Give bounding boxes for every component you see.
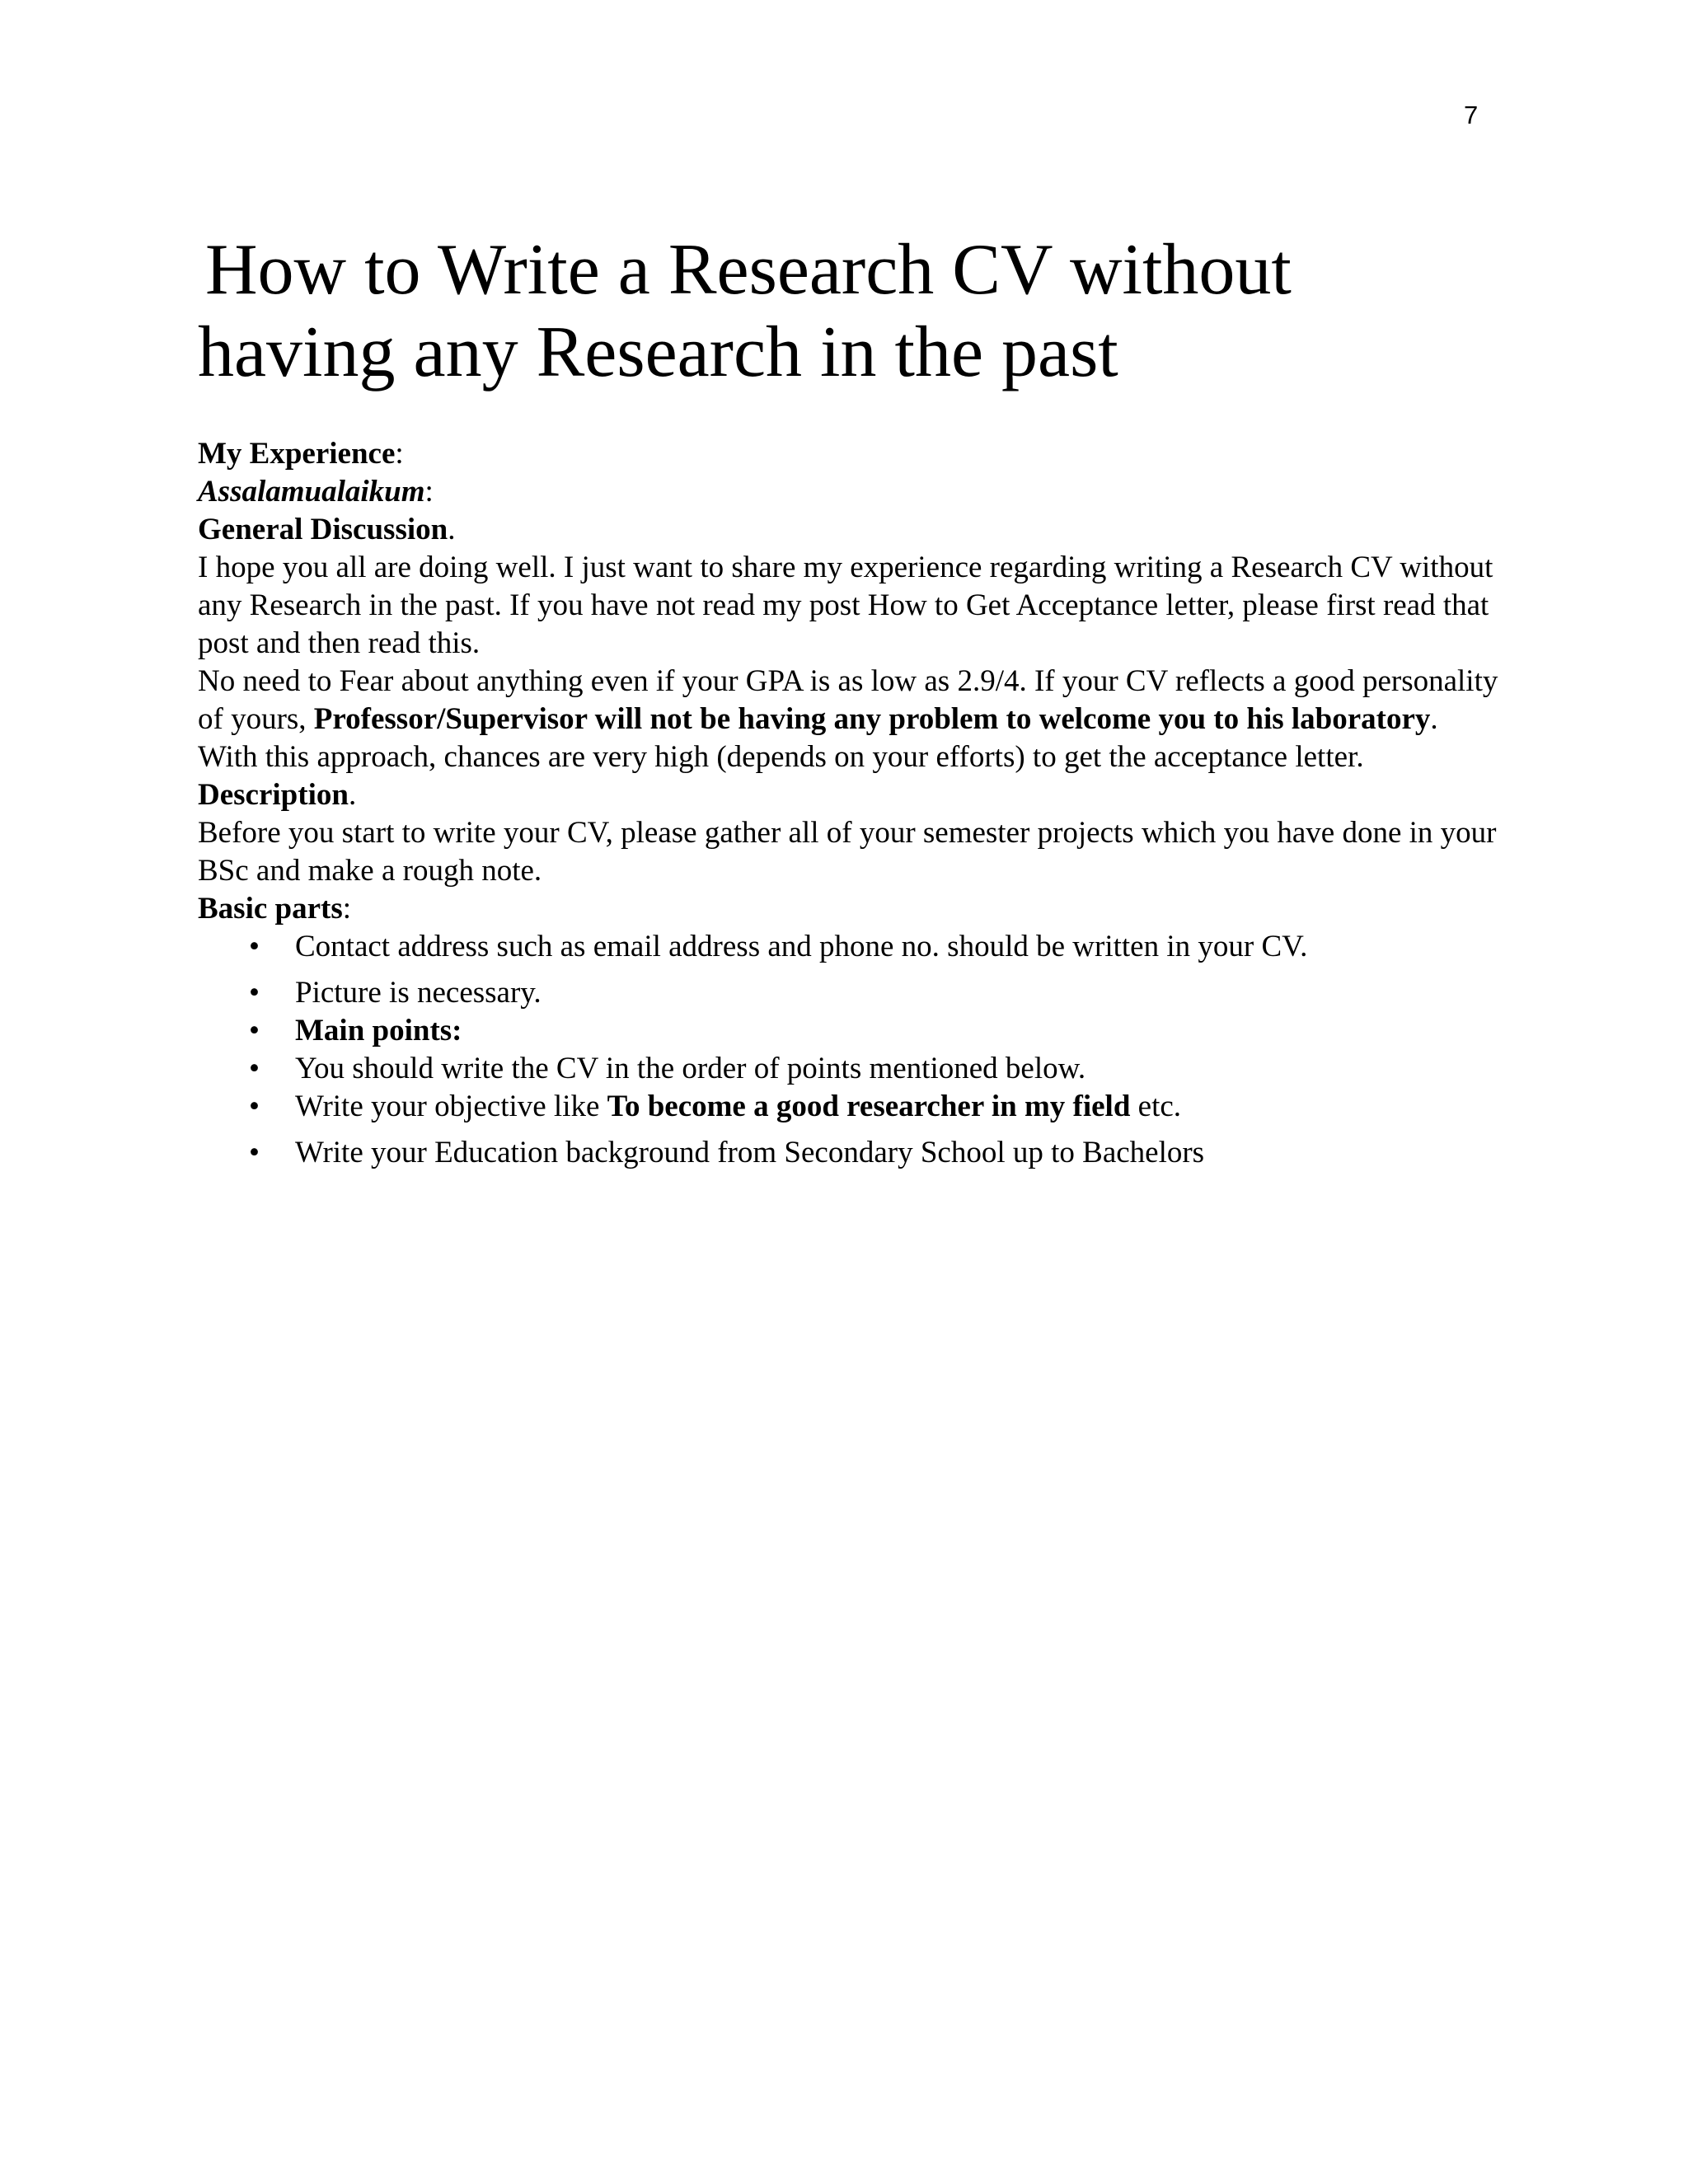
page-title-line-2: having any Research in the past xyxy=(198,312,1118,392)
my-experience-heading xyxy=(198,435,1500,473)
list-item-text: Contact address such as email address and phone no. should be written in your CV. xyxy=(295,930,1308,963)
bullet-icon: • xyxy=(249,1090,260,1123)
basic-parts-suffix: : xyxy=(342,892,352,926)
bullet-icon: • xyxy=(249,1136,260,1169)
my-experience-label: My Experience xyxy=(198,437,396,471)
list-item-text: Main points: xyxy=(295,1014,462,1047)
bullet-icon: • xyxy=(249,1052,260,1085)
list-item xyxy=(198,1012,1500,1050)
list-item xyxy=(198,1134,1500,1172)
list-item-text: Picture is necessary. xyxy=(295,976,542,1010)
general-discussion-label: General Discussion xyxy=(198,513,448,546)
description-label: Description xyxy=(198,778,349,812)
bullet-icon: • xyxy=(249,1014,260,1047)
my-experience-suffix: : xyxy=(395,437,404,471)
page-title xyxy=(198,229,1558,394)
page-title-line-1: How to Write a Research CV without xyxy=(205,230,1292,310)
paragraph-gpa-text: No need to Fear about anything even if your GPA is as low as 2.9/4. If your CV reflects a good personality of yours, xyxy=(198,664,1498,736)
paragraph-gather: Before you start to write your CV, please gather all of your semester projects which you have done in your BSc and make a rough note. xyxy=(198,816,1497,888)
basic-parts-label: Basic parts xyxy=(198,892,343,926)
bullet-icon: • xyxy=(249,930,260,963)
list-item-text: You should write the CV in the order of points mentioned below. xyxy=(295,1052,1086,1085)
description-heading xyxy=(198,776,1500,814)
list-item-emphasis: To become a good researcher in my field xyxy=(607,1090,1131,1123)
greeting-line xyxy=(198,473,1500,511)
paragraph-intro: I hope you all are doing well. I just want to share my experience regarding writing a Research CV without any Research in the past. If you have not read my post How to Get Acceptance letter, please first read that post and then read this. xyxy=(198,551,1493,660)
list-item-text: Write your objective like xyxy=(295,1090,607,1123)
general-discussion-heading xyxy=(198,511,1500,549)
list-item-end: etc. xyxy=(1130,1090,1182,1123)
bullet-icon: • xyxy=(249,976,260,1010)
paragraph-gpa xyxy=(198,663,1500,738)
list-item xyxy=(198,974,1500,1012)
greeting-suffix: : xyxy=(424,475,434,509)
list-item xyxy=(198,1088,1500,1126)
greeting-label: Assalamualaikum xyxy=(198,475,425,509)
paragraph-gpa-end: . xyxy=(1430,702,1438,736)
description-suffix: . xyxy=(348,778,357,812)
paragraph-approach: With this approach, chances are very high (depends on your efforts) to get the acceptance letter. xyxy=(198,740,1364,774)
paragraph-gpa-emphasis: Professor/Supervisor will not be having any problem to welcome you to his laboratory xyxy=(313,702,1431,736)
general-discussion-suffix: . xyxy=(448,513,456,546)
basic-parts-heading xyxy=(198,890,1500,928)
bullet-list xyxy=(198,928,1500,1172)
document-body xyxy=(198,435,1500,1172)
list-item xyxy=(198,928,1500,966)
list-item xyxy=(198,1050,1500,1088)
page-number: 7 xyxy=(1464,101,1479,129)
list-item-text: Write your Education background from Secondary School up to Bachelors xyxy=(295,1136,1205,1169)
